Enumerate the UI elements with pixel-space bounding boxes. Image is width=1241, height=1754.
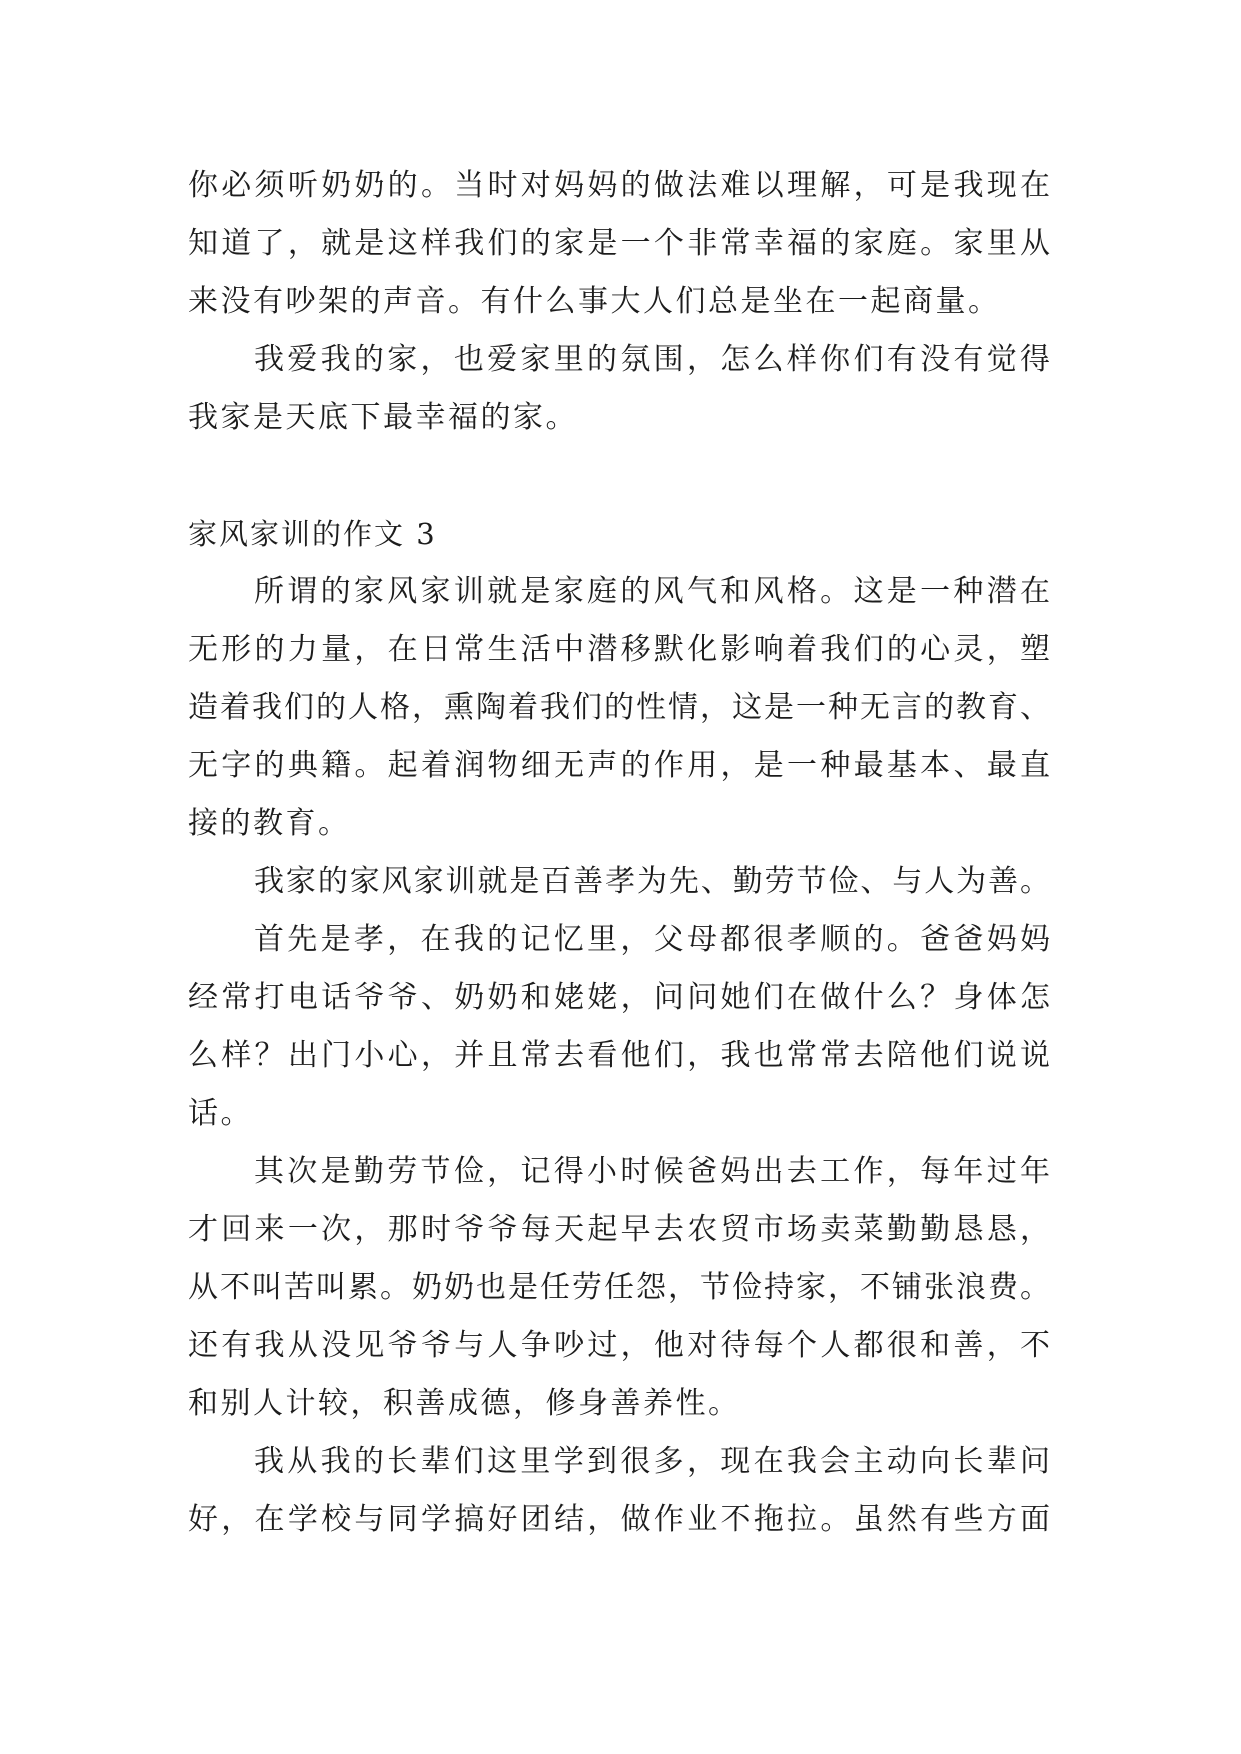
text-line: 你必须听奶奶的。当时对妈妈的做法难以理解，可是我现在 <box>188 168 1050 203</box>
paragraph <box>188 911 1050 1143</box>
text-line: 造着我们的人格，熏陶着我们的性情，这是一种无言的教育、 <box>188 690 1050 725</box>
paragraph <box>188 331 1050 447</box>
text-line: 所谓的家风家训就是家庭的风气和风格。这是一种潜在 <box>254 574 1050 609</box>
paragraph <box>188 563 1050 853</box>
text-line: 和别人计较，积善成德，修身善养性。 <box>188 1386 741 1421</box>
paragraph <box>188 1143 1050 1433</box>
text-line: 才回来一次，那时爷爷每天起早去农贸市场卖菜勤勤恳恳， <box>188 1212 1050 1247</box>
text-line: 接的教育。 <box>188 806 351 841</box>
text-line: 无字的典籍。起着润物细无声的作用，是一种最基本、最直 <box>188 748 1050 783</box>
text-line: 知道了，就是这样我们的家是一个非常幸福的家庭。家里从 <box>188 226 1050 261</box>
paragraph <box>188 1433 1050 1549</box>
text-line: 无形的力量，在日常生活中潜移默化影响着我们的心灵，塑 <box>188 632 1050 667</box>
text-line: 好，在学校与同学搞好团结，做作业不拖拉。虽然有些方面 <box>188 1502 1050 1537</box>
text-line: 我家是天底下最幸福的家。 <box>188 400 578 435</box>
paragraph <box>188 853 1050 911</box>
text-line: 首先是孝，在我的记忆里，父母都很孝顺的。爸爸妈妈 <box>254 922 1050 957</box>
text-line: 经常打电话爷爷、奶奶和姥姥，问问她们在做什么？身体怎 <box>188 980 1050 1015</box>
text-line: 我从我的长辈们这里学到很多，现在我会主动向长辈问 <box>254 1444 1050 1479</box>
text-line: 还有我从没见爷爷与人争吵过，他对待每个人都很和善，不 <box>188 1328 1050 1363</box>
paragraph <box>188 157 1050 331</box>
blank-line <box>188 447 1050 505</box>
essay-heading: 家风家训的作文 3 <box>188 517 437 551</box>
text-line: 话。 <box>188 1096 253 1131</box>
document-body <box>188 157 1050 1549</box>
text-line: 来没有吵架的声音。有什么事大人们总是坐在一起商量。 <box>188 284 1001 319</box>
text-line: 我家的家风家训就是百善孝为先、勤劳节俭、与人为善。 <box>254 864 1050 899</box>
text-line: 么样？出门小心，并且常去看他们，我也常常去陪他们说说 <box>188 1038 1050 1073</box>
text-line: 其次是勤劳节俭，记得小时候爸妈出去工作，每年过年 <box>254 1154 1050 1189</box>
text-line: 我爱我的家，也爱家里的氛围，怎么样你们有没有觉得 <box>254 342 1050 377</box>
text-line: 从不叫苦叫累。奶奶也是任劳任怨，节俭持家，不铺张浪费。 <box>188 1270 1050 1305</box>
